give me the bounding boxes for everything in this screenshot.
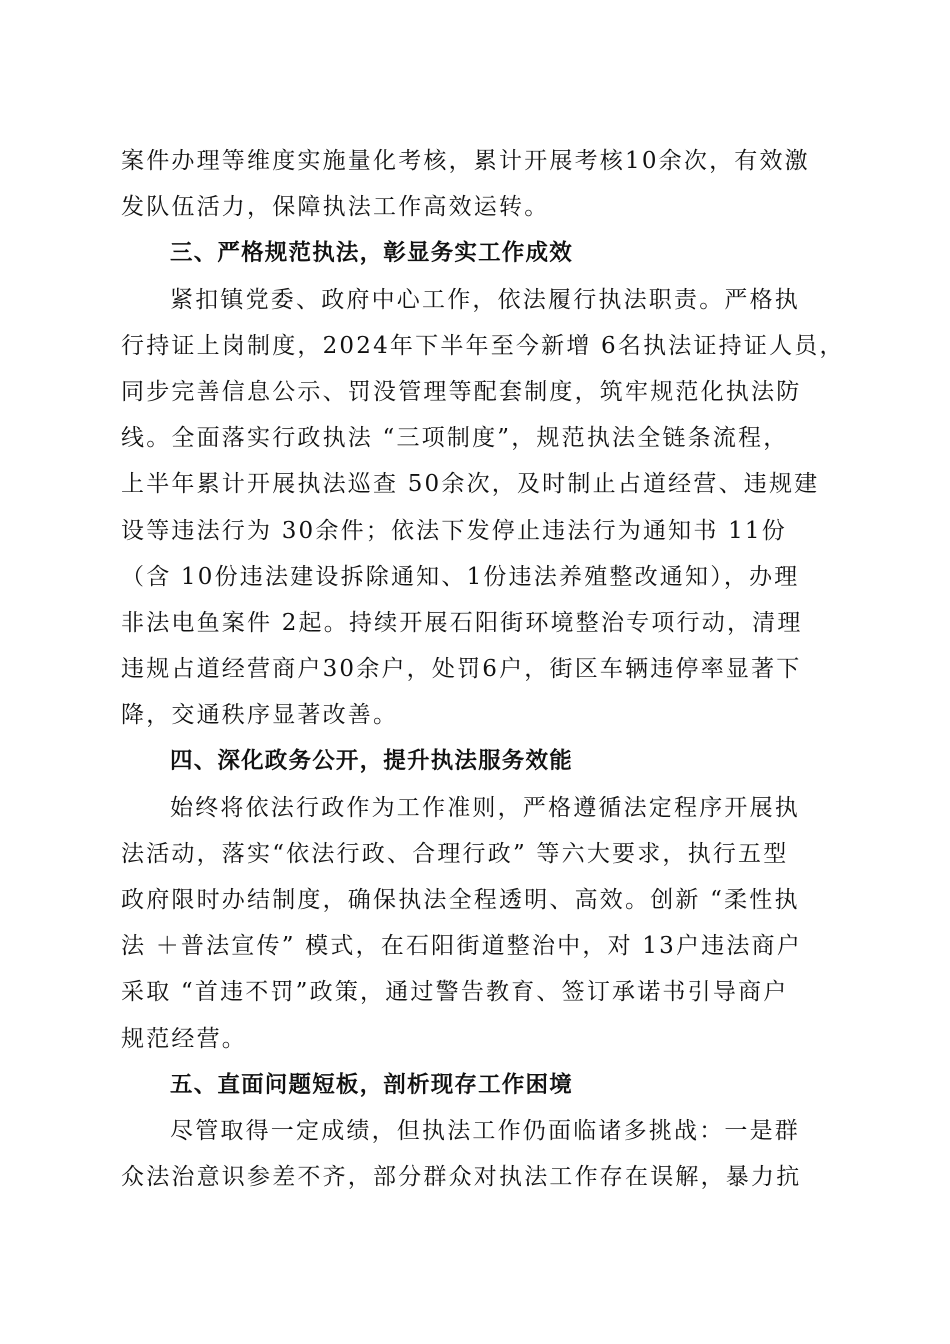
section-heading-5: [121, 1062, 829, 1108]
text-line: 案件办理等维度实施量化考核，累计开展考核10余次，有效激: [121, 148, 810, 174]
text-line: 众法治意识参差不齐，部分群众对执法工作存在误解，暴力抗: [121, 1164, 802, 1191]
text-line: 设等违法行为 30余件；依法下发停止违法行为通知书 11份: [121, 517, 787, 544]
heading-text: 三、严格规范执法，彰显务实工作成效: [170, 240, 573, 267]
text-line: （含 10份违法建设拆除通知、1份违法养殖整改通知），办理: [121, 563, 800, 590]
text-line: 尽管取得一定成绩，但执法工作仍面临诸多挑战：一是群: [170, 1117, 800, 1144]
paragraph-assessment-continued: [121, 138, 829, 230]
text-line: 行持证上岗制度，2024年下半年至今新增 6名执法证持证人员，: [121, 332, 845, 359]
section-heading-4: [121, 738, 829, 784]
document-body: [121, 138, 845, 1200]
text-line: 上半年累计开展执法巡查 50余次，及时制止占道经营、违规建: [121, 471, 820, 498]
section-heading-3: [121, 230, 829, 276]
text-line: 法 ＋普法宣传” 模式，在石阳街道整治中，对 13户违法商户: [121, 933, 802, 960]
text-line: 同步完善信息公示、罚没管理等配套制度，筑牢规范化执法防: [121, 378, 802, 405]
text-line: 降，交通秩序显著改善。: [121, 702, 399, 729]
text-line: 法活动，落实“依法行政、合理行政” 等六大要求，执行五型: [121, 840, 789, 867]
heading-text: 四、深化政务公开，提升执法服务效能: [170, 748, 573, 775]
text-line: 采取 “首违不罚”政策，通过警告教育、签订承诺书引导商户: [121, 979, 789, 1006]
text-line: 线。全面落实行政执法 “三项制度”，规范执法全链条流程，: [121, 425, 789, 452]
paragraph-government-transparency: [121, 785, 829, 1062]
text-line: 紧扣镇党委、政府中心工作，依法履行执法职责。严格执: [170, 286, 800, 313]
text-line: 发队伍活力，保障执法工作高效运转。: [121, 194, 550, 221]
text-line: 非法电鱼案件 2起。持续开展石阳街环境整治专项行动，清理: [121, 609, 803, 636]
paragraph-standardized-enforcement: [121, 277, 845, 739]
heading-text: 五、直面问题短板，剖析现存工作困境: [170, 1071, 573, 1098]
text-line: 规范经营。: [121, 1025, 247, 1052]
text-line: 始终将依法行政作为工作准则，严格遵循法定程序开展执: [170, 794, 800, 821]
text-line: 政府限时办结制度，确保执法全程透明、高效。创新 “柔性执: [121, 887, 800, 913]
text-line: 违规占道经营商户30余户，处罚6户，街区车辆违停率显著下: [121, 656, 802, 683]
paragraph-challenges: [121, 1108, 829, 1200]
